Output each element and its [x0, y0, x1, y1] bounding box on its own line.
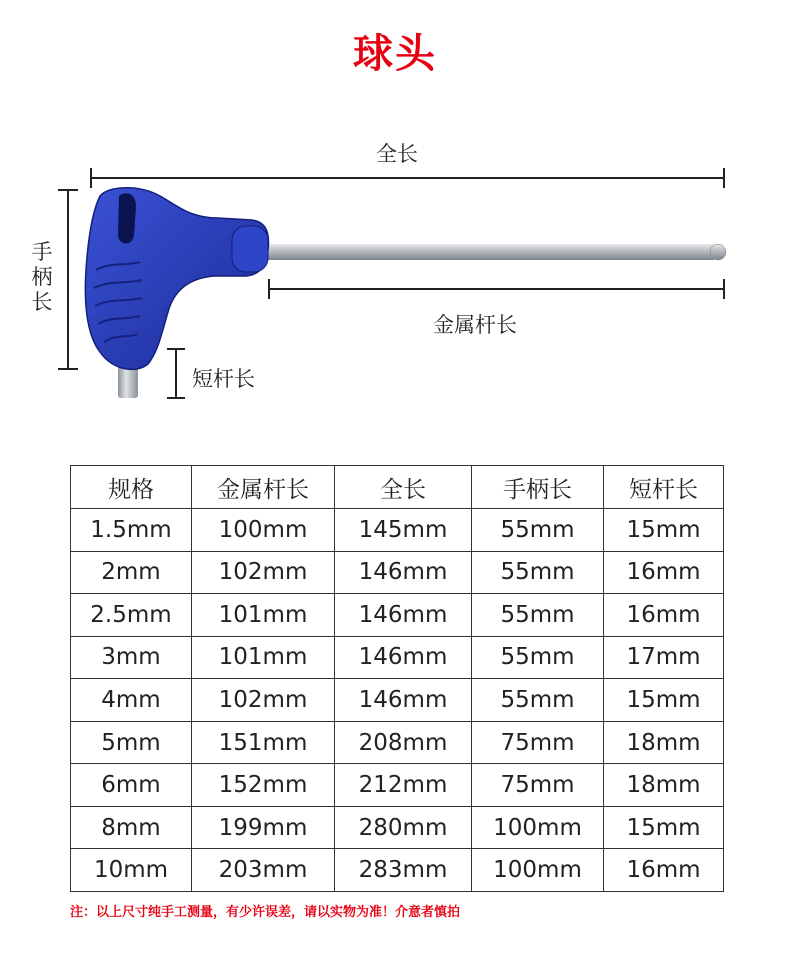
cell-metal-rod-length: 102mm: [192, 679, 335, 722]
table-row: [71, 721, 724, 764]
blue-handle: [85, 188, 268, 370]
metal-rod-length-dimension: [269, 279, 724, 299]
measurement-note: 注：以上尺寸纯手工测量，有少许误差，请以实物为准！介意者慎拍: [70, 905, 461, 920]
cell-total-length: 146mm: [335, 636, 472, 679]
header-metal-rod-length: 金属杆长: [192, 466, 335, 509]
metal-rod-length-label: 金属杆长: [433, 313, 517, 337]
table-row: [71, 636, 724, 679]
cell-metal-rod-length: 203mm: [192, 849, 335, 892]
cell-metal-rod-length: 152mm: [192, 764, 335, 807]
cell-spec: 4mm: [71, 679, 192, 722]
table-row: [71, 509, 724, 552]
specification-table: [70, 465, 724, 892]
cell-handle-length: 55mm: [472, 509, 604, 552]
cell-total-length: 145mm: [335, 509, 472, 552]
cell-metal-rod-length: 100mm: [192, 509, 335, 552]
cell-handle-length: 100mm: [472, 849, 604, 892]
cell-handle-length: 55mm: [472, 551, 604, 594]
handle-length-label: 手柄长: [31, 240, 53, 314]
table-row: [71, 849, 724, 892]
cell-handle-length: 75mm: [472, 721, 604, 764]
cell-short-rod-length: 15mm: [604, 806, 724, 849]
table-row: [71, 764, 724, 807]
handle-length-dimension: [58, 190, 78, 369]
header-total-length: 全长: [335, 466, 472, 509]
table-row: [71, 679, 724, 722]
cell-short-rod-length: 17mm: [604, 636, 724, 679]
cell-handle-length: 55mm: [472, 679, 604, 722]
cell-spec: 2mm: [71, 551, 192, 594]
cell-short-rod-length: 15mm: [604, 509, 724, 552]
cell-short-rod-length: 16mm: [604, 594, 724, 637]
cell-metal-rod-length: 101mm: [192, 594, 335, 637]
page-title: 球头: [353, 31, 437, 77]
tool-diagram-graphic: [0, 0, 790, 440]
cell-total-length: 208mm: [335, 721, 472, 764]
cell-handle-length: 55mm: [472, 636, 604, 679]
cell-total-length: 283mm: [335, 849, 472, 892]
cell-handle-length: 75mm: [472, 764, 604, 807]
cell-total-length: 212mm: [335, 764, 472, 807]
header-short-rod-length: 短杆长: [604, 466, 724, 509]
cell-short-rod-length: 16mm: [604, 849, 724, 892]
total-length-label: 全长: [376, 142, 418, 166]
cell-metal-rod-length: 199mm: [192, 806, 335, 849]
table-row: [71, 594, 724, 637]
table-row: [71, 806, 724, 849]
cell-total-length: 280mm: [335, 806, 472, 849]
cell-short-rod-length: 18mm: [604, 764, 724, 807]
cell-handle-length: 55mm: [472, 594, 604, 637]
short-rod-length-dimension: [167, 349, 185, 398]
long-metal-rod: [262, 244, 726, 260]
short-rod-length-label: 短杆长: [192, 367, 255, 391]
header-handle-length: 手柄长: [472, 466, 604, 509]
cell-metal-rod-length: 102mm: [192, 551, 335, 594]
table-body: [71, 509, 724, 892]
cell-total-length: 146mm: [335, 551, 472, 594]
cell-total-length: 146mm: [335, 679, 472, 722]
cell-handle-length: 100mm: [472, 806, 604, 849]
table-row: [71, 551, 724, 594]
cell-metal-rod-length: 151mm: [192, 721, 335, 764]
header-spec: 规格: [71, 466, 192, 509]
cell-metal-rod-length: 101mm: [192, 636, 335, 679]
table-header-row: [71, 466, 724, 509]
cell-short-rod-length: 16mm: [604, 551, 724, 594]
cell-short-rod-length: 18mm: [604, 721, 724, 764]
cell-short-rod-length: 15mm: [604, 679, 724, 722]
cell-spec: 10mm: [71, 849, 192, 892]
cell-spec: 1.5mm: [71, 509, 192, 552]
cell-spec: 6mm: [71, 764, 192, 807]
cell-total-length: 146mm: [335, 594, 472, 637]
cell-spec: 8mm: [71, 806, 192, 849]
tool-diagram: [0, 0, 790, 440]
cell-spec: 5mm: [71, 721, 192, 764]
cell-spec: 3mm: [71, 636, 192, 679]
cell-spec: 2.5mm: [71, 594, 192, 637]
total-length-dimension: [91, 168, 724, 188]
